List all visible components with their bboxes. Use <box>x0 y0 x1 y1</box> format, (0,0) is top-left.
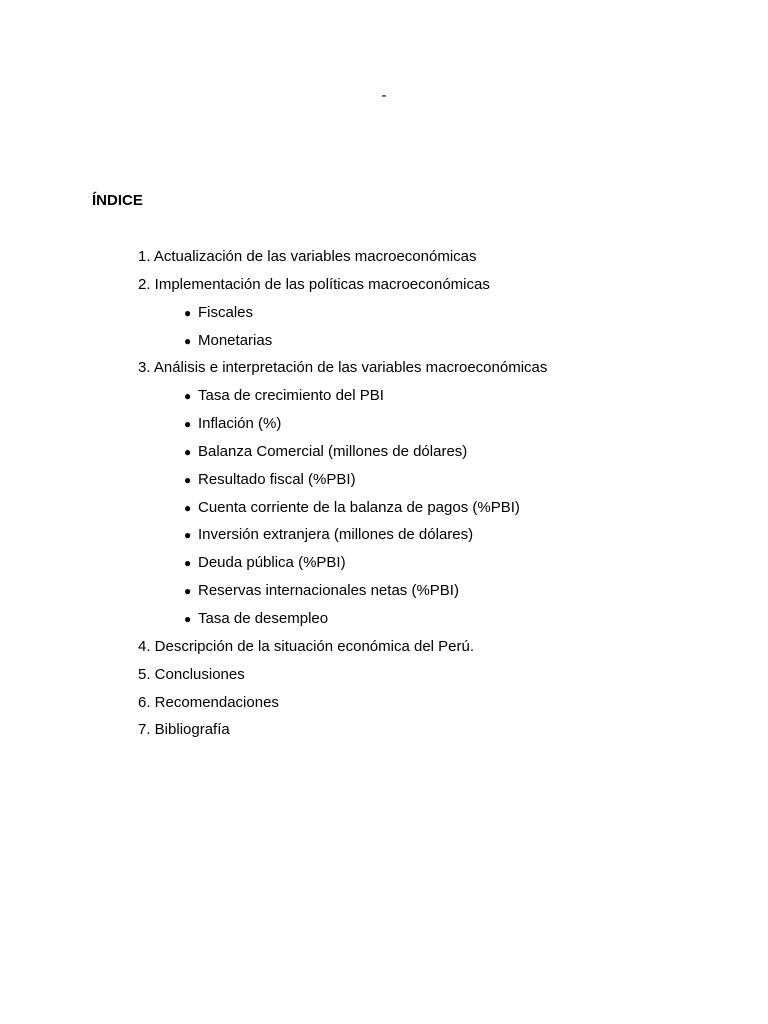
toc-item-label: 1. Actualización de las variables macroeconómicas <box>138 248 477 265</box>
toc-subitem <box>138 553 547 581</box>
bullet-icon: ● <box>184 528 192 543</box>
toc-subitem <box>138 331 547 359</box>
toc-subitem-label: Reservas internacionales netas (%PBI) <box>198 582 459 600</box>
bullet-icon: ● <box>184 556 192 571</box>
toc-subitem <box>138 581 547 609</box>
toc-item <box>138 358 547 386</box>
toc-subitem-label: Inversión extranjera (millones de dólares) <box>198 526 474 544</box>
table-of-contents <box>138 247 547 748</box>
toc-subitem <box>138 303 547 331</box>
toc-subitem <box>138 470 547 498</box>
bullet-icon: ● <box>184 500 192 515</box>
toc-subitem <box>138 498 547 526</box>
page-header-mark: - <box>381 87 387 104</box>
toc-subitem-label: Tasa de crecimiento del PBI <box>198 387 384 405</box>
bullet-icon: ● <box>184 611 192 626</box>
toc-subitem <box>138 609 547 637</box>
toc-subitem <box>138 442 547 470</box>
toc-item-label: 2. Implementación de las políticas macroeconómicas <box>138 275 490 293</box>
bullet-icon: ● <box>184 333 192 348</box>
toc-subitem-label: Fiscales <box>198 303 254 321</box>
bullet-icon: ● <box>184 584 192 599</box>
toc-item <box>138 665 547 693</box>
bullet-icon: ● <box>184 305 192 320</box>
toc-subitem <box>138 414 547 442</box>
toc-item-label: 4. Descripción de la situación económica del Perú. <box>138 637 475 655</box>
toc-item <box>138 720 547 748</box>
toc-item-label: 5. Conclusiones <box>138 665 245 683</box>
toc-subitem <box>138 525 547 553</box>
bullet-icon: ● <box>184 389 192 404</box>
toc-item <box>138 247 547 275</box>
toc-item-label: 6. Recomendaciones <box>138 693 279 711</box>
bullet-icon: ● <box>184 417 192 432</box>
toc-subitem-label: Inflación (%) <box>198 415 282 433</box>
toc-subitem <box>138 386 547 414</box>
bullet-icon: ● <box>184 472 192 487</box>
toc-item-label: 3. Análisis e interpretación de las variables macroeconómicas <box>138 359 548 377</box>
toc-subitem-label: Deuda pública (%PBI) <box>198 554 346 572</box>
toc-subitem-label: Resultado fiscal (%PBI) <box>198 470 356 488</box>
toc-item <box>138 637 547 665</box>
toc-subitem-label: Tasa de desempleo <box>198 609 329 627</box>
bullet-icon: ● <box>184 444 192 459</box>
toc-subitem-label: Monetarias <box>198 331 273 349</box>
index-title: ÍNDICE <box>92 192 143 209</box>
toc-subitem-label: Cuenta corriente de la balanza de pagos (%PBI) <box>198 498 520 516</box>
toc-item-label: 7. Bibliografía <box>138 721 230 739</box>
toc-subitem-label: Balanza Comercial (millones de dólares) <box>198 442 468 460</box>
toc-item <box>138 275 547 303</box>
toc-item <box>138 693 547 721</box>
